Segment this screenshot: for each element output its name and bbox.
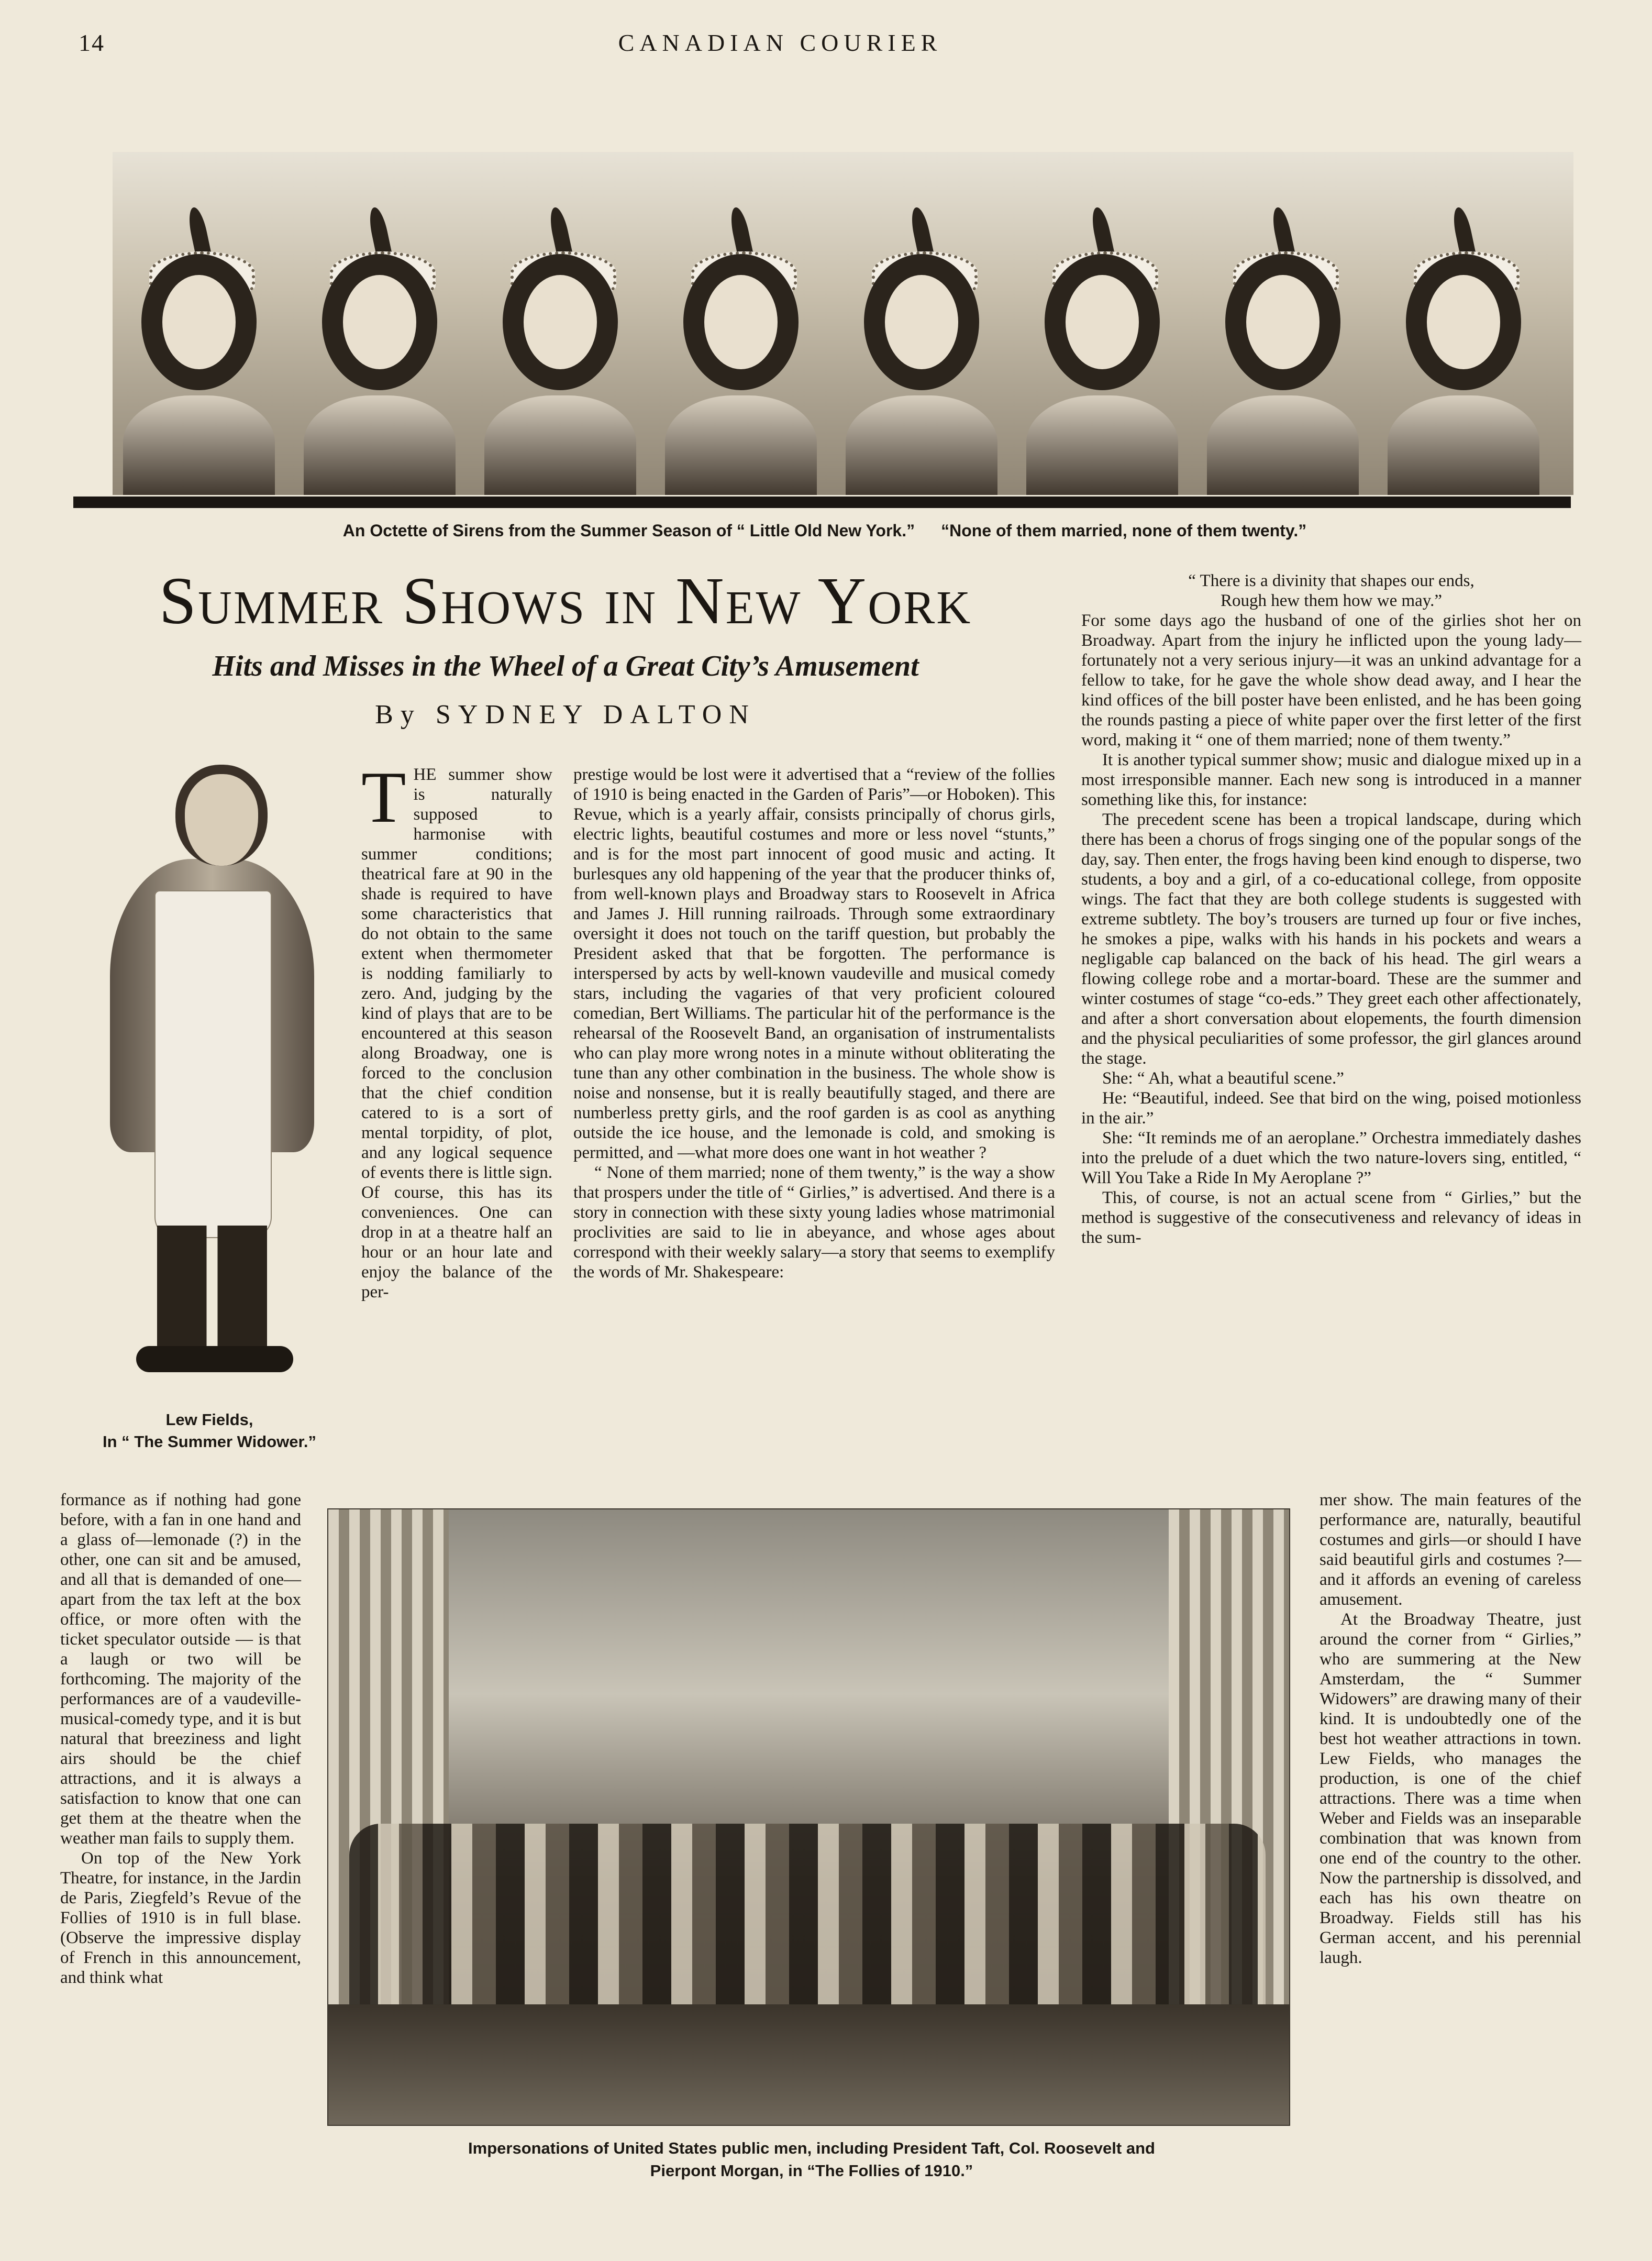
- column-3-paragraph-3: The precedent scene has been a tropical landscape, during which there has been a chorus of frogs singing one of the popular songs of the day, say. Then enter, the frogs having been kind enough to disperse, two students, a boy and a girl, of a co-educational college, from opposite wings. The fact that they are both college students is suggested with extreme subtlety. The boy’s trousers are turned up four or five inches, he smokes a pipe, walks with his hands in his pockets and wears a negligable cap balanced on the back of his head. The girl wears a flowing college robe and a mortar-board. These are the summer and winter costumes of stage “co-eds.” They greet each other affectionately, and after a short conversation about elopements, the fourth dimension and the physical peculiarities of some professor, the girl glances around the stage.: [1081, 810, 1581, 1068]
- column-3b-paragraph-1: mer show. The main features of the performance are, naturally, beautiful costumes and girls—or should I have said beautiful girls and costumes ?—and it affords an evening of careless amusement.: [1320, 1491, 1581, 1609]
- poem-line-2: Rough hew them how we may.”: [1220, 591, 1443, 610]
- drop-cap: T: [361, 757, 406, 838]
- lew-fields-photo: [79, 754, 340, 1383]
- column-3-paragraph-4: She: “ Ah, what a beautiful scene.”: [1102, 1069, 1344, 1088]
- article-subtitle: Hits and Misses in the Wheel of a Great City’s Amusement: [212, 650, 919, 682]
- stage-caption-line-2: Pierpont Morgan, in “The Follies of 1910.”: [650, 2161, 973, 2180]
- follies-stage-photo: [327, 1508, 1290, 2126]
- lew-caption-line-2: In “ The Summer Widower.”: [103, 1432, 316, 1451]
- column-1b-paragraph-2: On top of the New York Theatre, for instance, in the Jardin de Paris, Ziegfeld’s Revue of the Follies of 1910 is in full blase. (Observe the impressive display of French in this announcement, and think what: [60, 1849, 301, 1987]
- running-head: [0, 29, 1652, 60]
- column-2-paragraph-2: “ None of them married; none of them twenty,” is the way a show that prospers under the title of “ Girlies,” is advertised. And there is a story in connection with these sixty young ladies whose matrimonial proclivities are said to lie in abeyance, and whose ages about correspond with their weekly salary—a story that seems to exemplify the words of Mr. Shakespeare:: [573, 1163, 1055, 1282]
- article-title: Summer Shows in New York: [159, 564, 972, 638]
- sirens-caption-line-2: “None of them married, none of them twenty.”: [941, 521, 1307, 540]
- lew-caption-line-1: Lew Fields,: [165, 1410, 253, 1429]
- poem-line-1: “ There is a divinity that shapes our ends,: [1188, 571, 1474, 590]
- page-number: 14: [79, 29, 105, 56]
- column-3-paragraph-5: He: “Beautiful, indeed. See that bird on the wing, poised motionless in the air.”: [1081, 1089, 1581, 1128]
- column-2: [573, 765, 1055, 1282]
- column-3-paragraph-6: She: “It reminds me of an aeroplane.” Orchestra immediately dashes into the prelude of a duet which the two nature-lovers sing, entitled, “ Will You Take a Ride In My Aeroplane ?”: [1081, 1129, 1581, 1187]
- column-3-paragraph-1: For some days ago the husband of one of the girlies shot her on Broadway. Apart from the injury he inflicted upon the young lady—fortunately not a very serious injury—it was an unkind advantage for a fellow to take, for he gave the whole show dead away, and I hear the kind offices of the bill poster have been enlisted, and he has been going the rounds pasting a piece of white paper over the first letter of the first word, making it “ one of them married; none of them twenty.”: [1081, 611, 1581, 749]
- sirens-caption-line-1: An Octette of Sirens from the Summer Season of “ Little Old New York.”: [342, 521, 915, 540]
- column-2-paragraph-1: prestige would be lost were it advertised that a “review of the follies of 1910 is being enacted in the Garden of Paris”—or Hoboken). This Revue, which is a yearly affair, consists principally of chorus girls, electric lights, beautiful costumes and more or less novel “stunts,” and is for the most part innocent of good music and acting. It burlesques any old happening of the year that the producer thinks of, from well-known plays and Broadway stars to Roosevelt in Africa and James J. Hill running railroads. Through some extraordinary oversight it does not touch on the tariff question, but probably the President asked that that be forgotten. The performance is interspersed by acts by well-known vaudeville and musical comedy stars, including the vagaries of that very proficient coloured comedian, Bert Williams. The particular hit of the performance is the rehearsal of the Roosevelt Band, an organisation of instrumentalists who can play more wrong notes in a minute without obliterating the tune than any other combination in the business. The whole show is noise and nonsense, but it is really beautifully staged, and there are numberless pretty girls, and the roof garden is as cool as anything outside the ice house, and the lemonade is cold, and smoking is permitted, and —what more does one want in hot weather ?: [573, 765, 1055, 1162]
- sirens-caption: [79, 521, 1571, 541]
- column-3-paragraph-2: It is another typical summer show; music and dialogue mixed up in a most irresponsible manner. Each new song is introduced in a manner something like this, for instance:: [1081, 751, 1581, 809]
- photo-rule: [73, 497, 1571, 508]
- column-1: [361, 757, 552, 1302]
- column-1-text: HE summer show is naturally supposed to harmonise with summer conditions; theatrical fare at 90 in the shade is required to have some characteristics that do not obtain to the same extent when thermometer is nodding familiarly to zero. And, judging by the kind of plays that are to be encountered at this season along Broadway, one is forced to the conclusion that the chief condition catered to is a sort of mental torpidity, of plot, and any logical sequence of events there is little sign. Of course, this has its conveniences. One can drop in at a theatre half an hour or an hour late and enjoy the balance of the per-: [361, 765, 552, 1302]
- stage-caption: [367, 2137, 1257, 2182]
- lew-fields-caption: [73, 1409, 346, 1453]
- column-3b-paragraph-2: At the Broadway Theatre, just around the corner from “ Girlies,” who are summering at the New Amsterdam, the “ Summer Widowers” are drawing many of their kind. It is undoubtedly one of the best hot weather attractions in town. Lew Fields, who manages the production, is one of the chief attractions. There was a time when Weber and Fields was an inseparable combination that was known from one end of the country to the other. Now the partnership is dissolved, and each has his own theatre on Broadway. Fields still has his German accent, and his perennial laugh.: [1320, 1610, 1581, 1967]
- column-3: [1081, 571, 1581, 1248]
- sirens-photo: [113, 152, 1573, 495]
- column-3-paragraph-7: This, of course, is not an actual scene from “ Girlies,” but the method is suggestive of the consecutiveness and relevancy of ideas in the sum-: [1081, 1188, 1581, 1247]
- stage-caption-line-1: Impersonations of United States public men, including President Taft, Col. Roosevelt and: [468, 2139, 1155, 2157]
- publication-title: CANADIAN COURIER: [618, 29, 943, 56]
- column-1b-paragraph-1: formance as if nothing had gone before, with a fan in one hand and a glass of—lemonade (?) in the other, one can sit and be amused, and all that is demanded of one—apart from the tax left at the box office, or more often with the ticket speculator outside — is that a laugh or two will be forthcoming. The majority of the performances are of a vaudeville-musical-comedy type, and it is but natural that breeziness and light airs should be the chief attractions, and it is always a satisfaction to know that one can get them at the theatre when the weather man fails to supply them.: [60, 1491, 301, 1848]
- column-3-continued: [1320, 1490, 1581, 1968]
- article-byline: By SYDNEY DALTON: [375, 700, 756, 730]
- column-1-continued: [60, 1490, 301, 1988]
